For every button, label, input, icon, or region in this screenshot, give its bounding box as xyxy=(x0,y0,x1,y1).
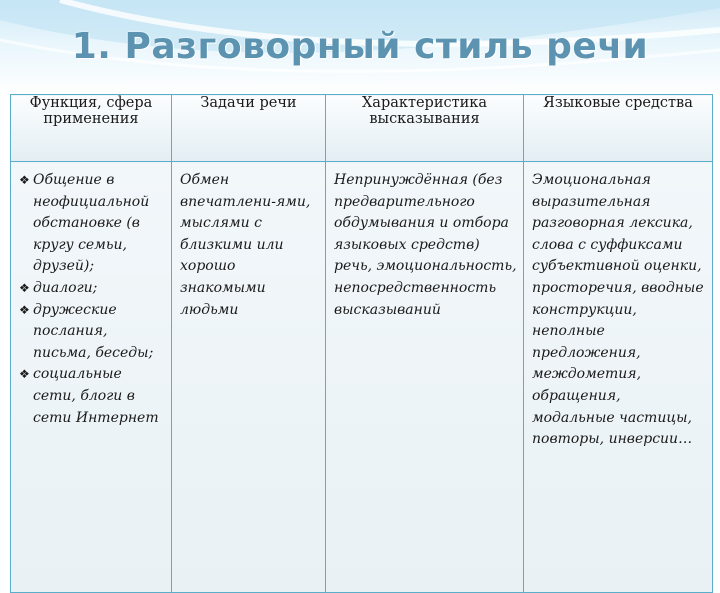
list-item xyxy=(19,278,165,300)
language-means-text: Эмоциональная выразительная разговорная лексика, слова с суффиксами субъективной оценки, просторечия, вводные конструкции, неполные предложения, междометия, обращения, модальные частицы, повторы, инверсии… xyxy=(532,172,704,448)
table-header-row xyxy=(11,95,713,162)
cell-tasks xyxy=(172,162,326,593)
header-language-means-label: Языковые средства xyxy=(543,95,693,111)
slide-title: 1. Разговорный стиль речи xyxy=(71,26,649,67)
header-tasks xyxy=(172,95,326,162)
characteristics-text: Непринуждённая (без предварительного обдумывания и отбора языковых средств) речь, эмоциональность, непосредственность высказываний xyxy=(334,172,517,318)
list-item-text: диалоги; xyxy=(33,279,98,296)
tasks-text: Обмен впечатлени-ями, мыслями с близкими или хорошо знакомыми людьми xyxy=(180,172,311,318)
list-item xyxy=(19,300,165,365)
list-item xyxy=(19,364,165,429)
header-language-means xyxy=(524,95,713,162)
header-function xyxy=(11,95,172,162)
list-item xyxy=(19,170,165,278)
cell-language-means xyxy=(524,162,713,593)
style-table xyxy=(10,94,713,593)
header-tasks-label: Задачи речи xyxy=(200,95,297,111)
table-row xyxy=(11,162,713,593)
bullet-icon: ❖ xyxy=(19,280,30,295)
cell-characteristics xyxy=(326,162,524,593)
list-item-text: дружеские послания, письма, беседы; xyxy=(33,301,154,361)
header-function-label: Функция, сфера применения xyxy=(29,95,153,127)
list-item-text: социальные сети, блоги в сети Интернет xyxy=(33,366,159,426)
header-characteristics-label: Характеристика высказывания xyxy=(361,95,488,127)
bullet-icon: ❖ xyxy=(19,173,30,187)
header-characteristics xyxy=(326,95,524,162)
bullet-icon: ❖ xyxy=(19,367,30,382)
bullet-icon: ❖ xyxy=(19,302,30,317)
list-item-text: Общение в неофициальной обстановке (в кругу семьи, друзей); xyxy=(33,172,150,275)
cell-function xyxy=(11,162,172,593)
